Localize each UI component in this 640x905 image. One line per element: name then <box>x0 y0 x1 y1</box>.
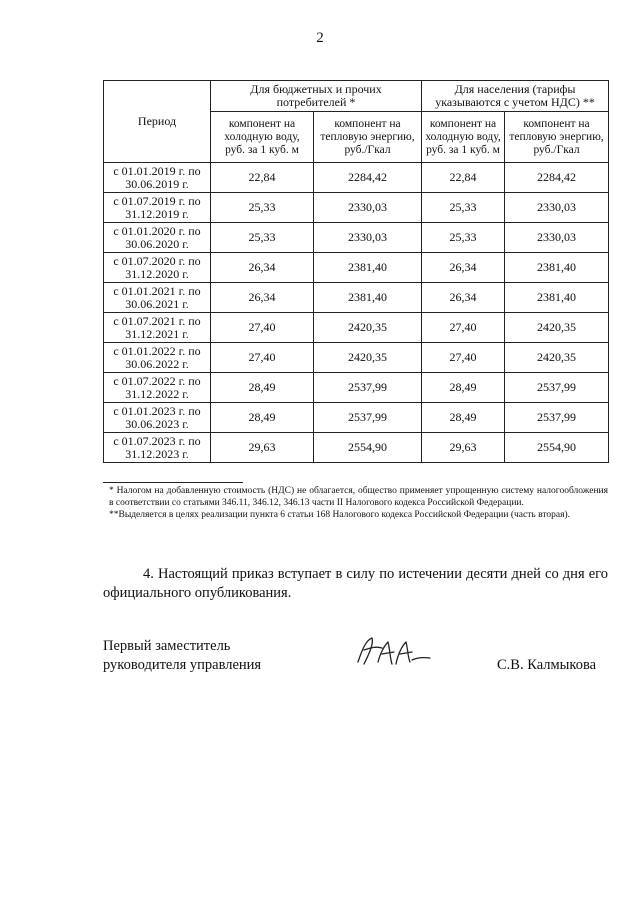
heat-population-cell: 2554,90 <box>505 433 609 463</box>
cold-water-population-cell: 28,49 <box>422 373 505 403</box>
heat-budget-cell: 2330,03 <box>314 223 422 253</box>
signer-title-line1: Первый заместитель <box>103 638 231 654</box>
page-number: 2 <box>316 30 324 46</box>
period-cell: с 01.01.2020 г. по 30.06.2020 г. <box>104 223 211 253</box>
population-group-header: Для населения (тарифы указываются с учетом НДС) ** <box>422 81 609 112</box>
cold-water-population-cell: 25,33 <box>422 223 505 253</box>
cold-water-budget-cell: 27,40 <box>211 313 314 343</box>
table-row <box>104 313 609 343</box>
cold-water-budget-cell: 25,33 <box>211 193 314 223</box>
cold-water-budget-cell: 28,49 <box>211 373 314 403</box>
heat-budget-cell: 2554,90 <box>314 433 422 463</box>
cold-water-budget-cell: 22,84 <box>211 163 314 193</box>
period-cell: с 01.01.2019 г. по 30.06.2019 г. <box>104 163 211 193</box>
table-row <box>104 283 609 313</box>
table-row <box>104 403 609 433</box>
cold-water-population-cell: 28,49 <box>422 403 505 433</box>
period-cell: с 01.07.2021 г. по 31.12.2021 г. <box>104 313 211 343</box>
footnote-vat-allocated: **Выделяется в целях реализации пункта 6 статьи 168 Налогового кодекса Российской Федерации (часть вторая). <box>109 510 570 520</box>
heat-budget-cell: 2381,40 <box>314 283 422 313</box>
period-header: Период <box>104 81 211 163</box>
heat-population-cell: 2381,40 <box>505 253 609 283</box>
heat-budget-cell: 2537,99 <box>314 403 422 433</box>
cold-water-budget-cell: 26,34 <box>211 253 314 283</box>
period-cell: с 01.01.2023 г. по 30.06.2023 г. <box>104 403 211 433</box>
period-cell: с 01.07.2022 г. по 31.12.2022 г. <box>104 373 211 403</box>
table-row <box>104 223 609 253</box>
period-cell: с 01.01.2021 г. по 30.06.2021 г. <box>104 283 211 313</box>
period-cell: с 01.07.2020 г. по 31.12.2020 г. <box>104 253 211 283</box>
heat-budget-header: компонент на тепловую энергию, руб./Гкал <box>314 112 422 163</box>
footnote-divider <box>103 482 243 483</box>
cold-water-population-cell: 27,40 <box>422 313 505 343</box>
signer-name: С.В. Калмыкова <box>497 657 597 673</box>
table-row <box>104 373 609 403</box>
heat-population-cell: 2420,35 <box>505 343 609 373</box>
heat-budget-cell: 2330,03 <box>314 193 422 223</box>
cold-water-population-cell: 25,33 <box>422 193 505 223</box>
heat-budget-cell: 2420,35 <box>314 313 422 343</box>
cold-water-budget-header: компонент на холодную воду, руб. за 1 куб. м <box>211 112 314 163</box>
signer-title <box>103 637 261 675</box>
heat-budget-cell: 2420,35 <box>314 343 422 373</box>
table-row <box>104 163 609 193</box>
period-cell: с 01.07.2019 г. по 31.12.2019 г. <box>104 193 211 223</box>
tariff-table <box>103 80 609 463</box>
heat-budget-cell: 2284,42 <box>314 163 422 193</box>
heat-budget-cell: 2537,99 <box>314 373 422 403</box>
heat-population-cell: 2284,42 <box>505 163 609 193</box>
period-cell: с 01.07.2023 г. по 31.12.2023 г. <box>104 433 211 463</box>
budget-group-header: Для бюджетных и прочих потребителей * <box>211 81 422 112</box>
cold-water-population-cell: 27,40 <box>422 343 505 373</box>
heat-population-cell: 2381,40 <box>505 283 609 313</box>
cold-water-budget-cell: 27,40 <box>211 343 314 373</box>
footnote-vat-exempt: * Налогом на добавленную стоимость (НДС) не облагается, общество применяет упрощенную систему налогообложения в соответствии со статьями 346.11, 346.12, 346.13 части II Налогового кодекса Российской Федерации. <box>109 486 608 508</box>
cold-water-budget-cell: 26,34 <box>211 283 314 313</box>
cold-water-population-cell: 22,84 <box>422 163 505 193</box>
heat-budget-cell: 2381,40 <box>314 253 422 283</box>
table-row <box>104 433 609 463</box>
clause-effective-date: 4. Настоящий приказ вступает в силу по истечении десяти дней со дня его официального опубликования. <box>103 566 608 601</box>
cold-water-budget-cell: 29,63 <box>211 433 314 463</box>
heat-population-cell: 2330,03 <box>505 223 609 253</box>
cold-water-population-header: компонент на холодную воду, руб. за 1 куб. м <box>422 112 505 163</box>
heat-population-header: компонент на тепловую энергию, руб./Гкал <box>505 112 609 163</box>
footnotes <box>103 482 608 521</box>
heat-population-cell: 2420,35 <box>505 313 609 343</box>
signer-title-line2: руководителя управления <box>103 657 262 673</box>
table-row <box>104 193 609 223</box>
cold-water-budget-cell: 25,33 <box>211 223 314 253</box>
cold-water-population-cell: 26,34 <box>422 253 505 283</box>
cold-water-population-cell: 26,34 <box>422 283 505 313</box>
heat-population-cell: 2330,03 <box>505 193 609 223</box>
heat-population-cell: 2537,99 <box>505 403 609 433</box>
cold-water-budget-cell: 28,49 <box>211 403 314 433</box>
period-cell: с 01.01.2022 г. по 30.06.2022 г. <box>104 343 211 373</box>
table-row <box>104 343 609 373</box>
cold-water-population-cell: 29,63 <box>422 433 505 463</box>
table-row <box>104 253 609 283</box>
heat-population-cell: 2537,99 <box>505 373 609 403</box>
handwritten-signature <box>352 632 432 672</box>
